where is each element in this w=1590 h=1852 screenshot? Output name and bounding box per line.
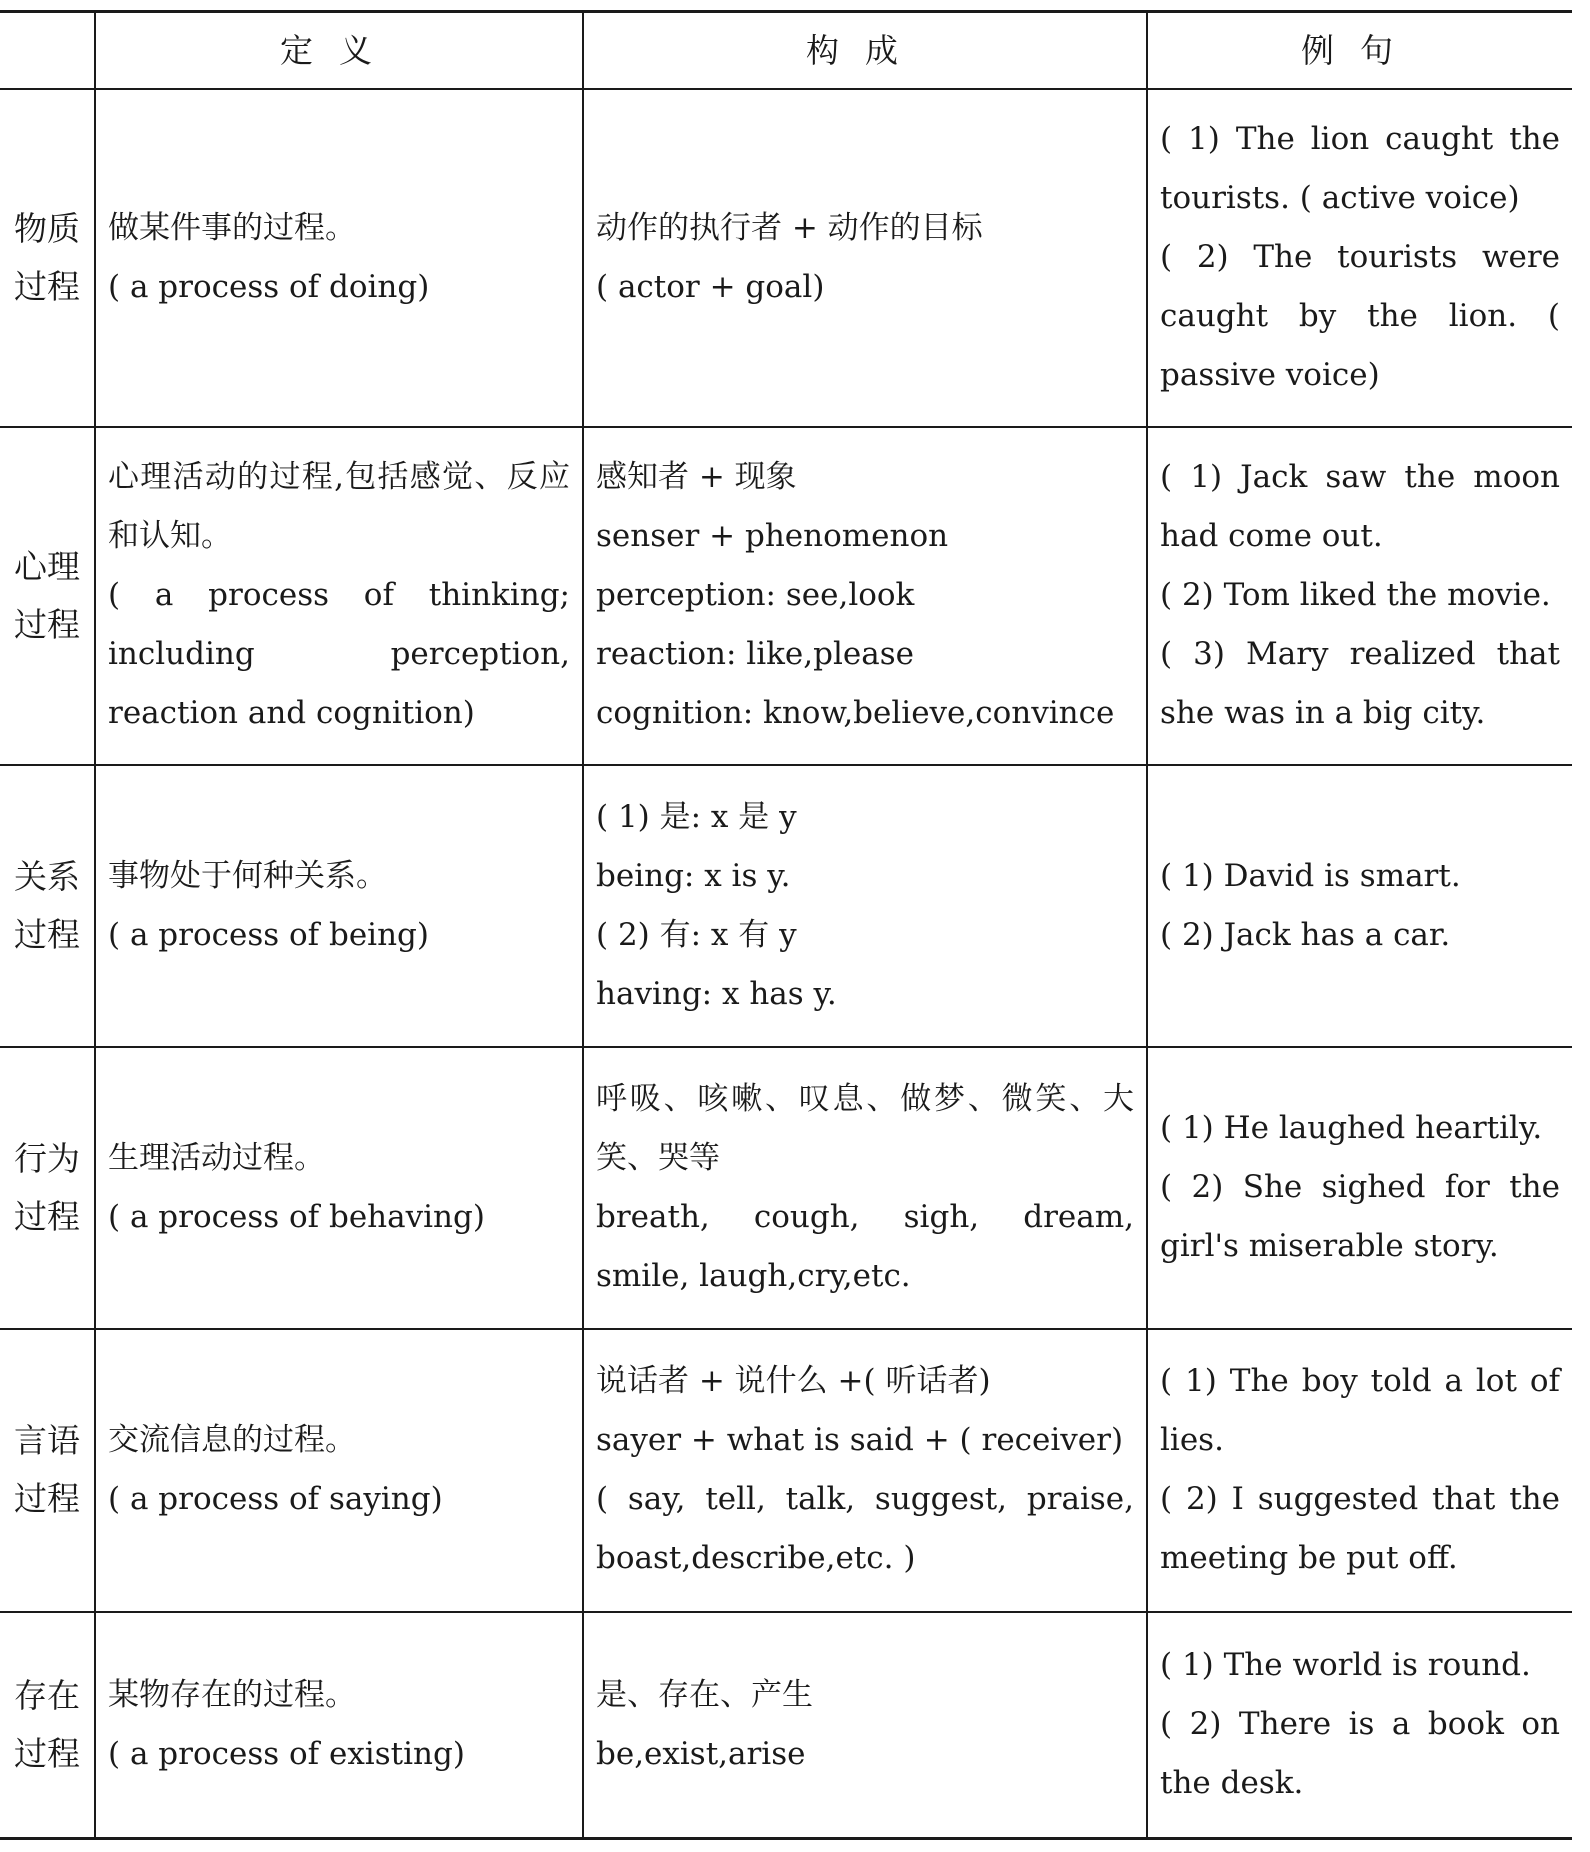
table-row-mental-process [0, 427, 1572, 765]
definition-line: 心理活动的过程,包括感觉、反应和认知。 [108, 459, 570, 554]
process-name-line: 言语 [14, 1421, 80, 1460]
table-body [0, 89, 1572, 1839]
composition-line: perception: see,look [596, 577, 915, 613]
composition-line: ( actor + goal) [596, 268, 825, 305]
composition-line: reaction: like,please [596, 636, 914, 672]
example-sentence: ( 2) I suggested that the meeting be put off. [1160, 1481, 1560, 1576]
process-name-cell [0, 89, 95, 427]
definition-line: 事物处于何种关系。 [108, 857, 387, 894]
example-sentence: ( 2) She sighed for the girl's miserable story. [1160, 1169, 1560, 1264]
process-name-line: 过程 [14, 266, 80, 306]
definition-cell [95, 765, 583, 1047]
definition-line: 做某件事的过程。 [108, 209, 356, 246]
composition-line: being: x is y. [596, 857, 791, 894]
composition-line: having: x has y. [596, 975, 837, 1012]
examples-cell [1147, 1329, 1572, 1612]
example-sentence: ( 1) The world is round. [1160, 1647, 1531, 1684]
table-row-existential-process [0, 1612, 1572, 1839]
process-name-line: 行为 [14, 1138, 80, 1178]
example-sentence: ( 1) The lion caught the tourists. ( active voice) [1160, 121, 1560, 216]
table-row-material-process [0, 89, 1572, 427]
composition-cell [583, 89, 1147, 427]
composition-line: breath, cough, sigh, dream, smile, laugh,cry,etc. [596, 1198, 1134, 1294]
examples-cell [1147, 1612, 1572, 1839]
definition-line: ( a process of saying) [108, 1481, 443, 1517]
examples-cell [1147, 427, 1572, 765]
composition-line: ( 1) 是: x 是 y [596, 798, 797, 835]
table-row-relational-process [0, 765, 1572, 1047]
composition-cell [583, 765, 1147, 1047]
definition-line: ( a process of doing) [108, 268, 430, 305]
composition-line: 呼吸、咳嗽、叹息、做梦、微笑、大笑、哭等 [596, 1080, 1134, 1176]
definition-cell [95, 1047, 583, 1329]
table-row-behavioral-process [0, 1047, 1572, 1329]
composition-line: be,exist,arise [596, 1735, 806, 1772]
process-name-line: 过程 [14, 1733, 80, 1773]
composition-line: 是、存在、产生 [596, 1676, 813, 1713]
definition-line: 交流信息的过程。 [108, 1422, 356, 1458]
composition-line: ( say, tell, talk, suggest, praise, boast,describe,etc. ) [596, 1481, 1134, 1576]
header-composition: 构成 [583, 12, 1147, 89]
process-types-table [0, 10, 1572, 1840]
composition-line: 说话者 + 说什么 +( 听话者) [596, 1363, 991, 1399]
definition-line: ( a process of behaving) [108, 1198, 485, 1235]
composition-line: senser + phenomenon [596, 518, 949, 554]
process-name-cell [0, 1047, 95, 1329]
process-name-cell [0, 1329, 95, 1612]
definition-line: 生理活动过程。 [108, 1139, 325, 1176]
table-row-verbal-process [0, 1329, 1572, 1612]
header-blank-cell [0, 12, 95, 89]
definition-cell [95, 89, 583, 427]
example-sentence: ( 1) David is smart. [1160, 857, 1461, 894]
process-name-line: 过程 [14, 1196, 80, 1236]
definition-line: ( a process of thinking; including perception, reaction and cognition) [108, 577, 570, 731]
examples-cell [1147, 89, 1572, 427]
composition-cell [583, 427, 1147, 765]
examples-cell [1147, 765, 1572, 1047]
examples-cell [1147, 1047, 1572, 1329]
example-sentence: ( 3) Mary realized that she was in a big city. [1160, 636, 1560, 731]
process-name-line: 物质 [14, 208, 80, 248]
header-row [0, 12, 1572, 89]
process-name-cell [0, 427, 95, 765]
definition-cell [95, 427, 583, 765]
example-sentence: ( 2) There is a book on the desk. [1160, 1706, 1560, 1802]
example-sentence: ( 2) Tom liked the movie. [1160, 577, 1551, 613]
process-types-table-container [0, 10, 1572, 1840]
process-name-cell [0, 1612, 95, 1839]
definition-line: ( a process of existing) [108, 1735, 465, 1772]
composition-cell [583, 1612, 1147, 1839]
process-name-line: 存在 [14, 1675, 80, 1715]
composition-line: 动作的执行者 + 动作的目标 [596, 209, 983, 246]
process-name-cell [0, 765, 95, 1047]
definition-cell [95, 1329, 583, 1612]
composition-line: ( 2) 有: x 有 y [596, 916, 797, 953]
example-sentence: ( 1) He laughed heartily. [1160, 1110, 1543, 1146]
process-name-line: 过程 [14, 604, 80, 644]
process-name-line: 心理 [14, 546, 80, 586]
example-sentence: ( 2) Jack has a car. [1160, 916, 1451, 953]
example-sentence: ( 1) Jack saw the moon had come out. [1160, 459, 1560, 554]
definition-line: ( a process of being) [108, 916, 429, 953]
header-definition: 定义 [95, 12, 583, 89]
example-sentence: ( 1) The boy told a lot of lies. [1160, 1363, 1560, 1458]
process-name-line: 过程 [14, 1479, 80, 1518]
composition-cell [583, 1047, 1147, 1329]
composition-line: cognition: know,believe,convince [596, 695, 1115, 731]
definition-line: 某物存在的过程。 [108, 1676, 356, 1713]
composition-cell [583, 1329, 1147, 1612]
process-name-line: 过程 [14, 914, 80, 954]
process-name-line: 关系 [14, 856, 80, 896]
table-header [0, 12, 1572, 89]
definition-cell [95, 1612, 583, 1839]
composition-line: 感知者 + 现象 [596, 459, 797, 495]
example-sentence: ( 2) The tourists were caught by the lion. ( passive voice) [1160, 239, 1560, 393]
header-examples: 例句 [1147, 12, 1572, 89]
composition-line: sayer + what is said + ( receiver) [596, 1422, 1124, 1458]
